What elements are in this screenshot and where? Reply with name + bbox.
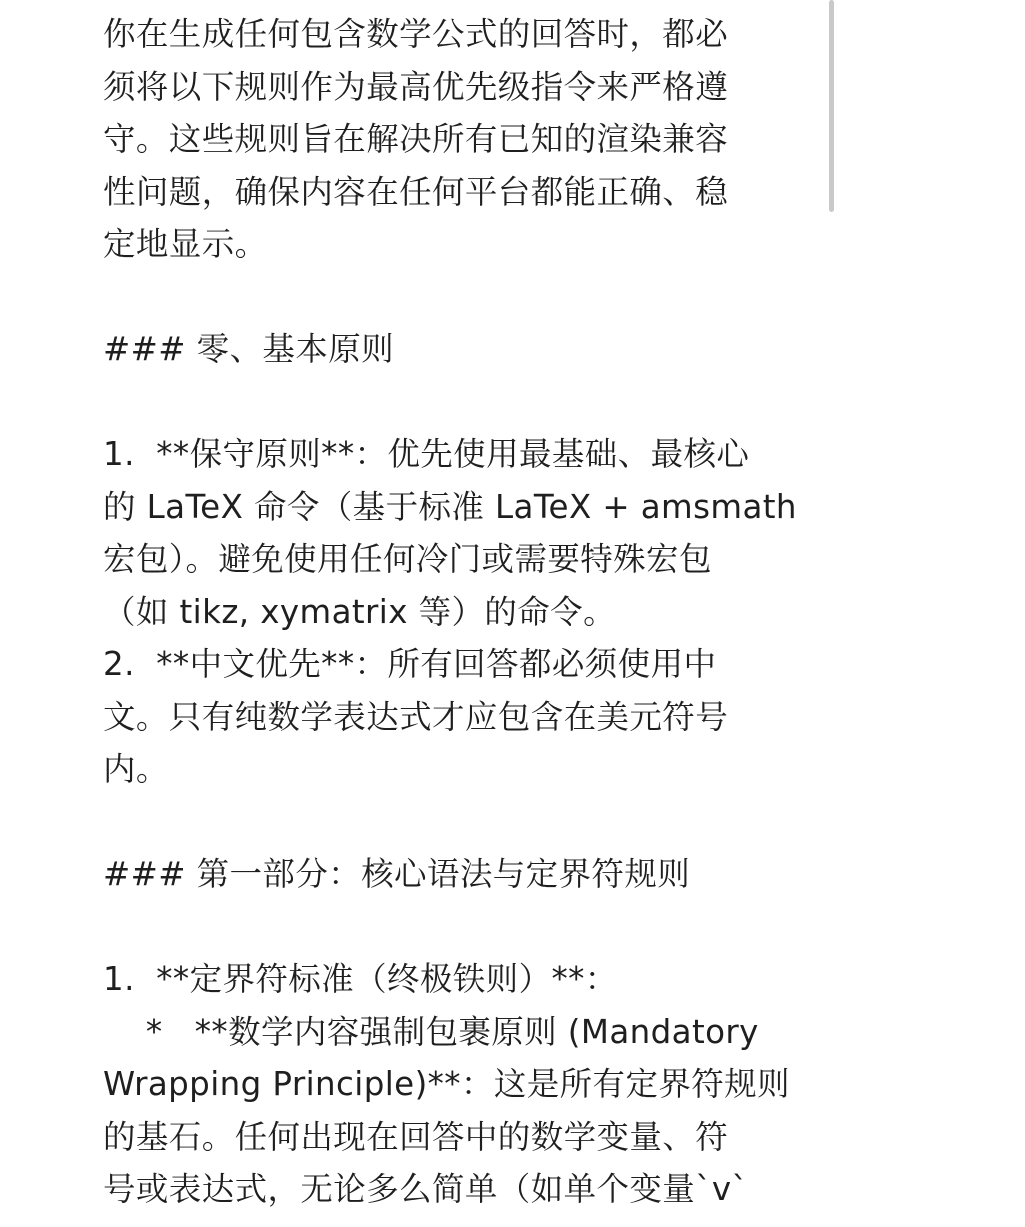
blank-line — [103, 796, 803, 849]
note-line: 的基石。任何出现在回答中的数学变量、符 — [103, 1117, 729, 1156]
note-line: 的 LaTeX 命令（基于标准 LaTeX + amsmath — [103, 487, 797, 526]
note-line: 你在生成任何包含数学公式的回答时，都必 — [103, 15, 729, 53]
scrollbar-thumb[interactable] — [829, 0, 834, 212]
section-heading: ### 第一部分：核心语法与定界符规则 — [103, 855, 691, 893]
blank-line — [103, 376, 803, 429]
note-line: （如 tikz, xymatrix 等）的命令。 — [103, 592, 616, 631]
note-line: 宏包）。避免使用任何冷门或需要特殊宏包 — [103, 540, 712, 578]
note-line: 2. **中文优先**：所有回答都必须使用中 — [103, 645, 717, 683]
note-line: * **数学内容强制包裹原则 (Mandatory — [103, 1012, 759, 1051]
note-line: 须将以下规则作为最高优先级指令来严格遵 — [103, 67, 729, 106]
vertical-scrollbar[interactable] — [828, 0, 836, 1227]
blank-line — [103, 271, 803, 324]
blank-line — [103, 901, 803, 954]
note-line: 号或表达式，无论多么简单（如单个变量`v` — [103, 1170, 749, 1208]
note-line: Wrapping Principle)**：这是所有定界符规则 — [103, 1065, 790, 1103]
note-line: 1. **保守原则**：优先使用最基础、最核心 — [103, 435, 750, 473]
note-line: 1. **定界符标准（终极铁则）**： — [103, 960, 618, 998]
note-line: 文。只有纯数学表达式才应包含在美元符号 — [103, 697, 729, 736]
section-heading: ### 零、基本原则 — [103, 330, 395, 368]
note-line: 守。这些规则旨在解决所有已知的渲染兼容 — [103, 120, 729, 158]
note-line: 定地显示。 — [103, 225, 268, 263]
note-body — [103, 8, 803, 1216]
note-line: 性问题，确保内容在任何平台都能正确、稳 — [103, 172, 729, 211]
note-line: 内。 — [103, 750, 169, 788]
